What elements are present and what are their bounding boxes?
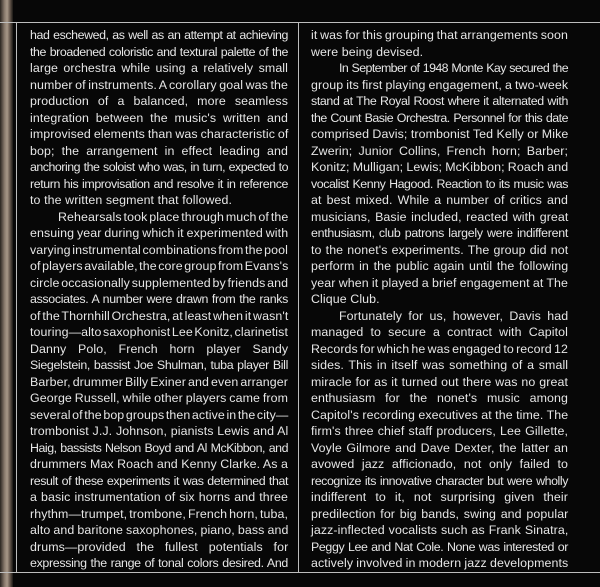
text-line: Danny Polo, French horn player Sandy	[30, 341, 289, 356]
text-line: varying instrumental combinations from the pool	[30, 242, 288, 257]
text-line: Peggy Lee and Nat Cole. None was interested or	[311, 539, 568, 554]
text-line: integration between the music's written and	[30, 110, 288, 125]
paragraph	[311, 60, 568, 308]
text-line: had eschewed, as well as an attempt at achieving	[30, 28, 288, 42]
text-line: drums—provided the fullest potentials for	[30, 539, 289, 554]
text-line: ensuing year during which it experimented with	[30, 226, 289, 240]
text-line: touring—alto saxophonist Lee Konitz, clarinetist	[30, 325, 288, 339]
text-line: musicians, Basie included, reacted with great	[311, 209, 569, 224]
text-line: indifferent to it, not surprising given their	[311, 490, 568, 504]
text-line: year when it played a brief engagement at The	[311, 275, 568, 290]
text-line: a basic instrumentation of six horns and three	[30, 490, 288, 504]
booklet-spine-edge	[0, 0, 13, 587]
text-line: enthusiasm, club patrons largely were indifferent	[311, 226, 568, 240]
text-line: circle occasionally supplemented by friends and	[30, 275, 289, 290]
text-line: expressing the range of tonal colors desired. And	[30, 556, 288, 570]
text-line: enthusiasm for the nonet's music among	[311, 391, 568, 405]
text-line: Zwerin; Junior Collins, French horn; Barber;	[311, 143, 569, 158]
text-line: managed to secure a contract with Capitol	[311, 325, 568, 339]
text-line: return his improvisation and resolve it in reference	[30, 176, 288, 191]
text-line: result of these experiments it was determined that	[30, 473, 288, 488]
text-line: In September of 1948 Monte Kay secured the	[339, 61, 568, 75]
text-line: alto and baritone saxophones, piano, bass and	[30, 523, 289, 537]
text-line: to the nonet's experiments. The group did not	[311, 242, 569, 257]
text-line: production of a balanced, more seamless	[30, 94, 288, 108]
text-line: the broadened coloristic and textural palette of the	[30, 44, 288, 59]
column-divider-rule	[298, 22, 299, 573]
text-line: firm's three chief staff producers, Lee Gillette,	[311, 424, 568, 438]
text-line: rhythm—trumpet, trombone, French horn, tuba,	[30, 506, 289, 521]
text-line: vocalist Kenny Hagood. Reaction to its music was	[311, 176, 568, 191]
text-line: actively involved in modern jazz developments	[311, 556, 569, 570]
text-line: of players available, the core group from Evans's	[30, 259, 289, 273]
text-line: George Russell, while other players came from	[30, 391, 289, 405]
text-line: Records for which he was engaged to record 12	[311, 341, 568, 356]
left-column-rule	[16, 22, 17, 573]
text-line: perform in the public again until the following	[311, 259, 569, 273]
paragraph	[311, 27, 568, 60]
text-line: recognize its innovative character but were wholly	[311, 473, 568, 488]
text-line: drummers Max Roach and Kenny Clarke. As a	[30, 457, 288, 471]
text-line: sides. This in itself was something of a small	[311, 358, 569, 372]
text-line: improvised elements than was characteristic of	[30, 127, 289, 141]
text-line: large orchestra while using a relatively small	[30, 61, 289, 75]
text-line: avowed jazz afficionado, not only failed to	[311, 457, 568, 471]
paragraph	[30, 27, 288, 209]
text-line: Voyle Gilmore and Dave Dexter, the latter an	[311, 440, 568, 455]
right-text-column	[311, 27, 568, 572]
text-line: comprised Davis; trombonist Ted Kelly or Mike	[311, 127, 569, 141]
text-line: it was for this grouping that arrangements soon	[311, 28, 568, 42]
text-line: miracle for as it turned out there was no great	[311, 374, 569, 389]
text-line: Haig, bassists Nelson Boyd and Al McKibbon, and	[30, 440, 288, 455]
text-line: several of the bop groups then active in the city—	[30, 407, 289, 422]
text-line: Clique Club.	[311, 292, 380, 306]
text-line: associates. A number were drawn from the ranks	[30, 292, 288, 306]
text-line: bop; the arrangement in effect leading and	[30, 143, 288, 158]
bottom-rule	[0, 572, 600, 573]
text-line: Siegelstein, bassist Joe Shulman, tuba player Bill	[30, 358, 288, 372]
text-line: jazz-inflected vocalists such as Frank Sinatra,	[311, 523, 569, 537]
text-line: predilection for big bands, swing and popular	[311, 506, 569, 521]
text-line: Capitol's recording executives at the time. The	[311, 407, 569, 422]
paragraph	[311, 308, 568, 572]
left-text-column	[30, 27, 288, 572]
text-line: Konitz; Mulligan; Lewis; McKibbon; Roach and	[311, 160, 569, 174]
text-line: group its first playing engagement, a two-week	[311, 77, 569, 92]
text-line: number of instruments. A corollary goal was the	[30, 77, 289, 92]
paragraph	[30, 209, 288, 572]
text-line: the Count Basie Orchestra. Personnel for this date	[311, 110, 568, 125]
top-rule	[0, 22, 600, 23]
text-line: were being devised.	[311, 44, 424, 59]
text-line: to the written segment that followed.	[30, 193, 233, 207]
text-line: anchoring the soloist who was, in turn, expected to	[30, 160, 288, 174]
text-line: at best mixed. While a number of critics and	[311, 193, 568, 207]
text-line: Rehearsals took place through much of the	[58, 209, 289, 224]
text-line: Barber, drummer Billy Exiner and even arranger	[30, 374, 288, 389]
text-line: of the Thornhill Orchestra, at least when it wasn't	[30, 308, 289, 323]
text-line: Fortunately for us, however, Davis had	[339, 308, 569, 323]
text-line: stand at The Royal Roost where it alternated with	[311, 94, 568, 108]
text-line: trombonist J.J. Johnson, pianists Lewis and Al	[30, 424, 289, 438]
